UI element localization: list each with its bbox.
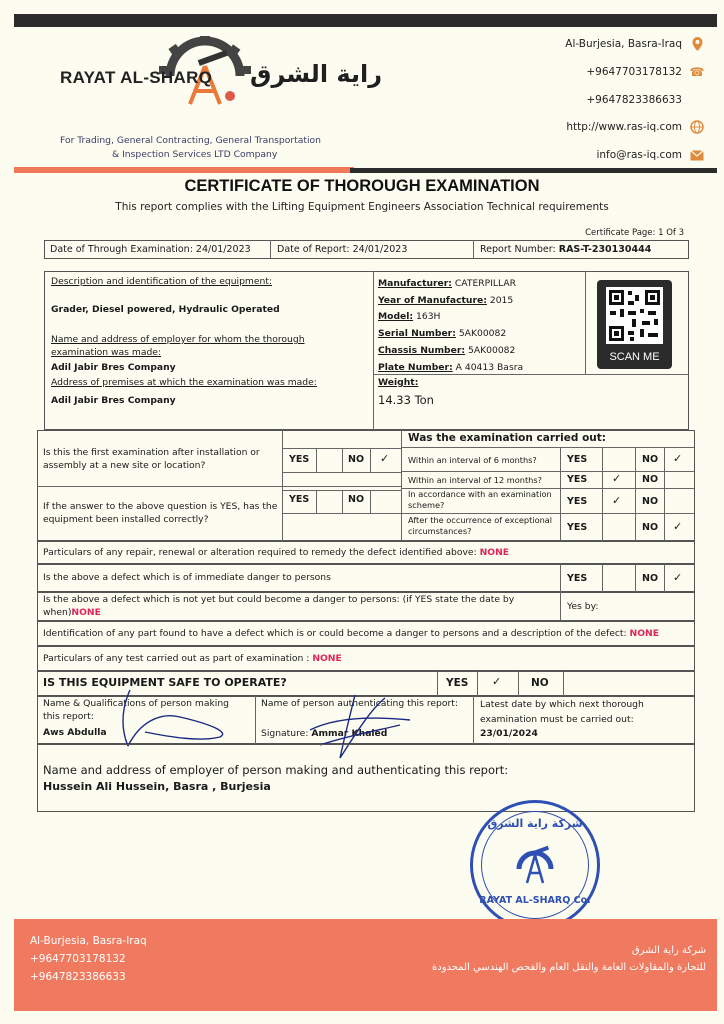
stamp-logo-icon [513,841,557,885]
report-date: Date of Report: 24/01/2023 [277,244,408,255]
header-stripe-dark [350,168,717,173]
immediate-no[interactable]: NO [642,573,659,584]
employer-label: Name and address of employer for whom the thorough examination was made: [51,334,305,358]
carried-scheme: In accordance with an examination scheme? [408,489,552,510]
scan-me-label: SCAN ME [609,351,660,363]
q2-yes[interactable]: YES [289,494,310,505]
equipment-desc-label: Description and identification of the equipment: [51,276,273,287]
maker-label: Name & Qualifications of person making this report: [43,698,229,722]
c4-yes[interactable]: YES [567,522,588,533]
c3-no[interactable]: NO [642,496,659,507]
c2-yes[interactable]: YES [567,474,588,485]
company-stamp [470,800,600,930]
safe-yes-check-icon: ✓ [492,675,502,688]
q1-no[interactable]: NO [348,454,365,465]
header-top-bar [14,14,717,27]
auth-signature: Signature: Ammar Khaled [261,728,388,739]
carried-out-title: Was the examination carried out: [408,432,606,444]
immediate-danger-label: Is the above a defect which is of immediate danger to persons [43,572,331,583]
safe-yes[interactable]: YES [446,677,469,689]
footer-arabic: شركة راية الشرق للتجارة والمقاولات العامة والنقل العام والفحص الهندسي المحدودة [432,945,706,973]
weight-label: Weight: [378,377,419,388]
c2-no[interactable]: NO [642,474,659,485]
employer-auth-label: Name and address of employer of person making and authenticating this report: [43,763,509,777]
maker-name: Aws Abdulla [43,727,107,738]
employer-auth-block [37,744,695,812]
company-tagline: For Trading, General Contracting, General Transportation & Inspection Services LTD Company [60,135,321,160]
c3-yes[interactable]: YES [567,496,588,507]
email-icon [690,148,704,162]
safe-label: IS THIS EQUIPMENT SAFE TO OPERATE? [43,676,287,689]
c1-yes[interactable]: YES [567,454,588,465]
qr-code[interactable] [597,280,672,369]
employer-value: Adil Jabir Bres Company [51,362,176,373]
immediate-yes[interactable]: YES [567,573,588,584]
contact-address: Al-Burjesia, Basra-Iraq [565,37,704,51]
next-exam-date: 23/01/2024 [480,728,538,739]
header-stripe-orange [14,167,354,173]
qr-code-icon [606,287,663,344]
equipment-desc-value: Grader, Diesel powered, Hydraulic Operated [51,304,280,315]
phone-spacer [690,93,704,107]
equipment-specs: Manufacturer: CATERPILLAR Year of Manufacture: 2015 Model: 163H Serial Number: 5AK00082 Chassis Number: 5AK00082 Plate Number: A 40413 Basra [378,278,524,373]
stamp-arabic-text: شركة راية الشرق [487,817,583,830]
c4-no[interactable]: NO [642,522,659,533]
c3-yes-check-icon: ✓ [612,494,622,507]
immediate-no-check-icon: ✓ [673,571,683,584]
question-first-exam: Is this the first examination after installation or assembly at a new site or location? [43,447,260,471]
question-installed-correctly: If the answer to the above question is YES, has the equipment been installed correctly? [43,501,278,525]
carried-12-months: Within an interval of 12 months? [408,475,542,485]
c2-yes-check-icon: ✓ [612,472,622,485]
company-name-arabic: راية الشرق [250,60,383,88]
stamp-english-text: RAYAT AL-SHARQ Co. [479,895,591,906]
globe-icon [690,120,704,134]
q1-no-check-icon: ✓ [380,452,390,465]
q1-yes[interactable]: YES [289,454,310,465]
repair-label: Particulars of any repair, renewal or alteration required to remedy the defect identified above: NONE [43,547,510,558]
next-exam-label: Latest date by which next thorough examination must be carried out: [480,699,644,725]
future-danger-label: Is the above a defect which is not yet but could become a danger to persons: (if YES state the date by when)NONE [43,594,515,618]
yes-by-label: Yes by: [567,601,599,612]
contact-email[interactable]: info@ras-iq.com [596,148,704,162]
c1-no[interactable]: NO [642,454,659,465]
contact-phone-2: +9647823386633 [586,93,704,107]
premises-value: Adil Jabir Bres Company [51,395,176,406]
report-number: Report Number: RAS-T-230130444 [480,244,652,255]
test-label: Particulars of any test carried out as part of examination : NONE [43,653,342,664]
certificate-subtitle: This report complies with the Lifting Equipment Engineers Association Technical requirements [115,201,609,213]
c4-no-check-icon: ✓ [673,520,683,533]
identification-label: Identification of any part found to have a defect which is or could become a danger to persons and a description of the defect: NONE [43,628,660,639]
safe-no[interactable]: NO [531,677,549,689]
certificate-title: CERTIFICATE OF THOROUGH EXAMINATION [184,177,540,195]
location-pin-icon [690,37,704,51]
auth-label: Name of person authenticating this report: [261,698,458,709]
weight-value: 14.33 Ton [378,393,434,407]
contact-phone-1: +9647703178132 ☎ [586,65,705,79]
exam-date: Date of Through Examination: 24/01/2023 [50,244,251,255]
company-name: RAYAT AL-SHARQ [60,68,213,87]
c1-no-check-icon: ✓ [673,452,683,465]
premises-label: Address of premises at which the examination was made: [51,377,317,388]
carried-6-months: Within an interval of 6 months? [408,455,537,465]
footer-contacts: Al-Burjesia, Basra-Iraq +9647703178132 +9647823386633 [30,935,147,983]
employer-auth-value: Hussein Ali Hussein, Basra , Burjesia [43,780,271,793]
maker-signature-image [100,682,240,752]
carried-exceptional: After the occurrence of exceptional circumstances? [408,515,553,536]
certificate-page: Certificate Page: 1 Of 3 [585,228,684,238]
q2-no[interactable]: NO [348,494,365,505]
contact-website[interactable]: http://www.ras-iq.com [566,120,704,134]
phone-icon: ☎ [689,65,705,79]
